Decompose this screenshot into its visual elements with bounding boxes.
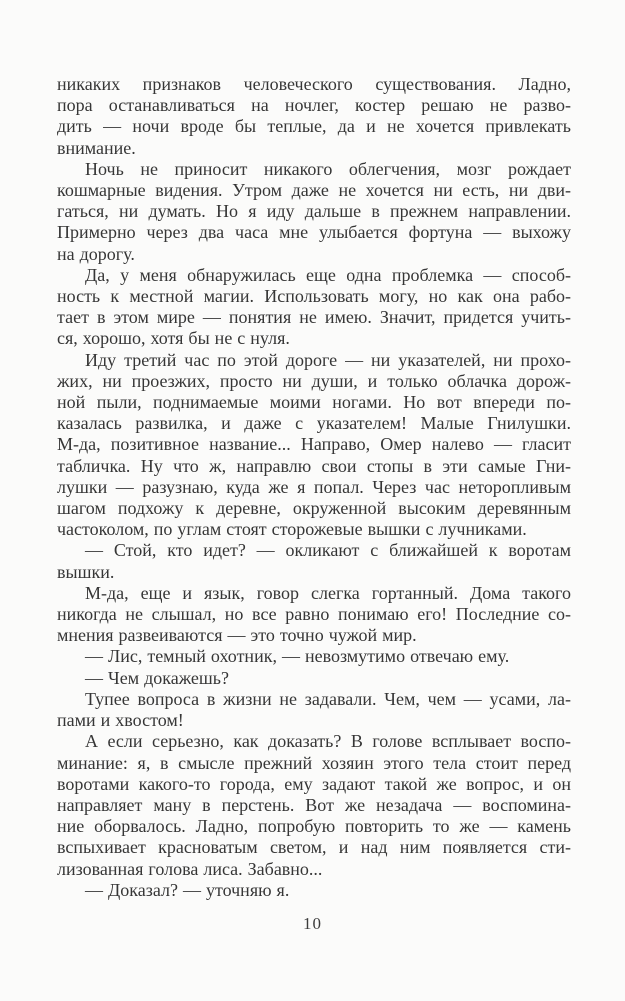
paragraph: [57, 880, 571, 901]
text-line: никогда не слышал, но все равно понимаю его! Последние со-: [57, 604, 571, 625]
text-line: тает в этом мире — понятия не имею. Значит, придется учить-: [57, 307, 571, 328]
paragraph: [57, 668, 571, 689]
text-line: ность к местной магии. Использовать могу, но как она рабо-: [57, 286, 571, 307]
text-line: ной пыли, поднимаемые моими ногами. Но вот впереди по-: [57, 392, 571, 413]
text-line: жих, ни проезжих, просто ни души, и только облачка дорож-: [57, 370, 571, 391]
text-line: пора останавливаться на ночлег, костер решаю не разво-: [57, 95, 571, 116]
text-line: вспыхивает красноватым светом, и над ним появляется сти-: [57, 837, 571, 858]
text-line: Иду третий час по этой дороге — ни указателей, ни прохо-: [85, 349, 571, 370]
paragraph: [57, 540, 571, 582]
text-line: Тупее вопроса в жизни не задавали. Чем, чем — усами, ла-: [85, 688, 571, 709]
text-line: дить — ночи вроде бы теплые, да и не хочется привлекать: [57, 116, 571, 137]
text-line: лушки — разузнаю, куда же я попал. Через час неторопливым: [57, 476, 571, 497]
text-line: казалась развилка, и даже с указателем! Малые Гнилушки.: [57, 413, 571, 434]
text-line: вышки.: [57, 561, 115, 582]
text-line: никаких признаков человеческого существования. Ладно,: [57, 74, 571, 94]
text-line: частоколом, по углам стоят сторожевые вышки с лучниками.: [57, 519, 527, 540]
text-line: лизованная голова лиса. Забавно...: [57, 858, 323, 879]
text-line: минание: я, в смысле прежний хозяин этого тела стоит перед: [57, 752, 571, 773]
text-line: Да, у меня обнаружилась еще одна проблемка — способ-: [85, 264, 571, 285]
text-line: Ночь не приносит никакого облегчения, мозг рождает: [85, 158, 571, 179]
text-line: М-да, позитивное название... Направо, Омер налево — гласит: [57, 434, 571, 455]
text-line: внимание.: [57, 137, 136, 158]
paragraph: [57, 689, 571, 731]
text-line: воротами какого-то города, ему задают такой же вопрос, и он: [57, 773, 571, 794]
text-line: — Лис, темный охотник, — невозмутимо отвечаю ему.: [85, 646, 510, 667]
text-line: Примерно через два часа мне улыбается фортуна — выхожу: [57, 222, 571, 243]
text-line: М-да, еще и язык, говор слегка гортанный. Дома такого: [85, 582, 571, 603]
paragraph: [57, 74, 571, 159]
paragraph: [57, 731, 571, 879]
text-line: направляет ману в перстень. Вот же незадача — воспомина-: [57, 794, 571, 815]
text-line: кошмарные видения. Утром даже не хочется ни есть, ни дви-: [57, 180, 571, 201]
page-text: [57, 74, 571, 901]
paragraph: [57, 350, 571, 541]
text-line: ние оборвалось. Ладно, попробую повторить то же — камень: [57, 816, 571, 837]
page-number: 10: [303, 914, 322, 933]
paragraph: [57, 583, 571, 647]
text-line: ся, хорошо, хотя бы не с нуля.: [57, 328, 290, 349]
text-line: — Доказал? — уточняю я.: [85, 879, 290, 900]
paragraph: [57, 159, 571, 265]
text-line: — Чем докажешь?: [85, 667, 229, 688]
text-line: — Стой, кто идет? — окликают с ближайшей к воротам: [85, 540, 571, 561]
text-line: шагом подхожу к деревне, окруженной высоким деревянным: [57, 498, 571, 519]
paragraph: [57, 265, 571, 350]
text-line: на дорогу.: [57, 243, 135, 264]
text-line: мнения развеиваются — это точно чужой мир.: [57, 625, 417, 646]
text-line: пами и хвостом!: [57, 710, 184, 731]
text-line: табличка. Ну что ж, направлю свои стопы в эти самые Гни-: [57, 455, 571, 476]
text-line: гаться, ни думать. Но я иду дальше в прежнем направлении.: [57, 201, 571, 222]
paragraph: [57, 646, 571, 667]
text-line: А если серьезно, как доказать? В голове всплывает воспо-: [85, 731, 571, 752]
